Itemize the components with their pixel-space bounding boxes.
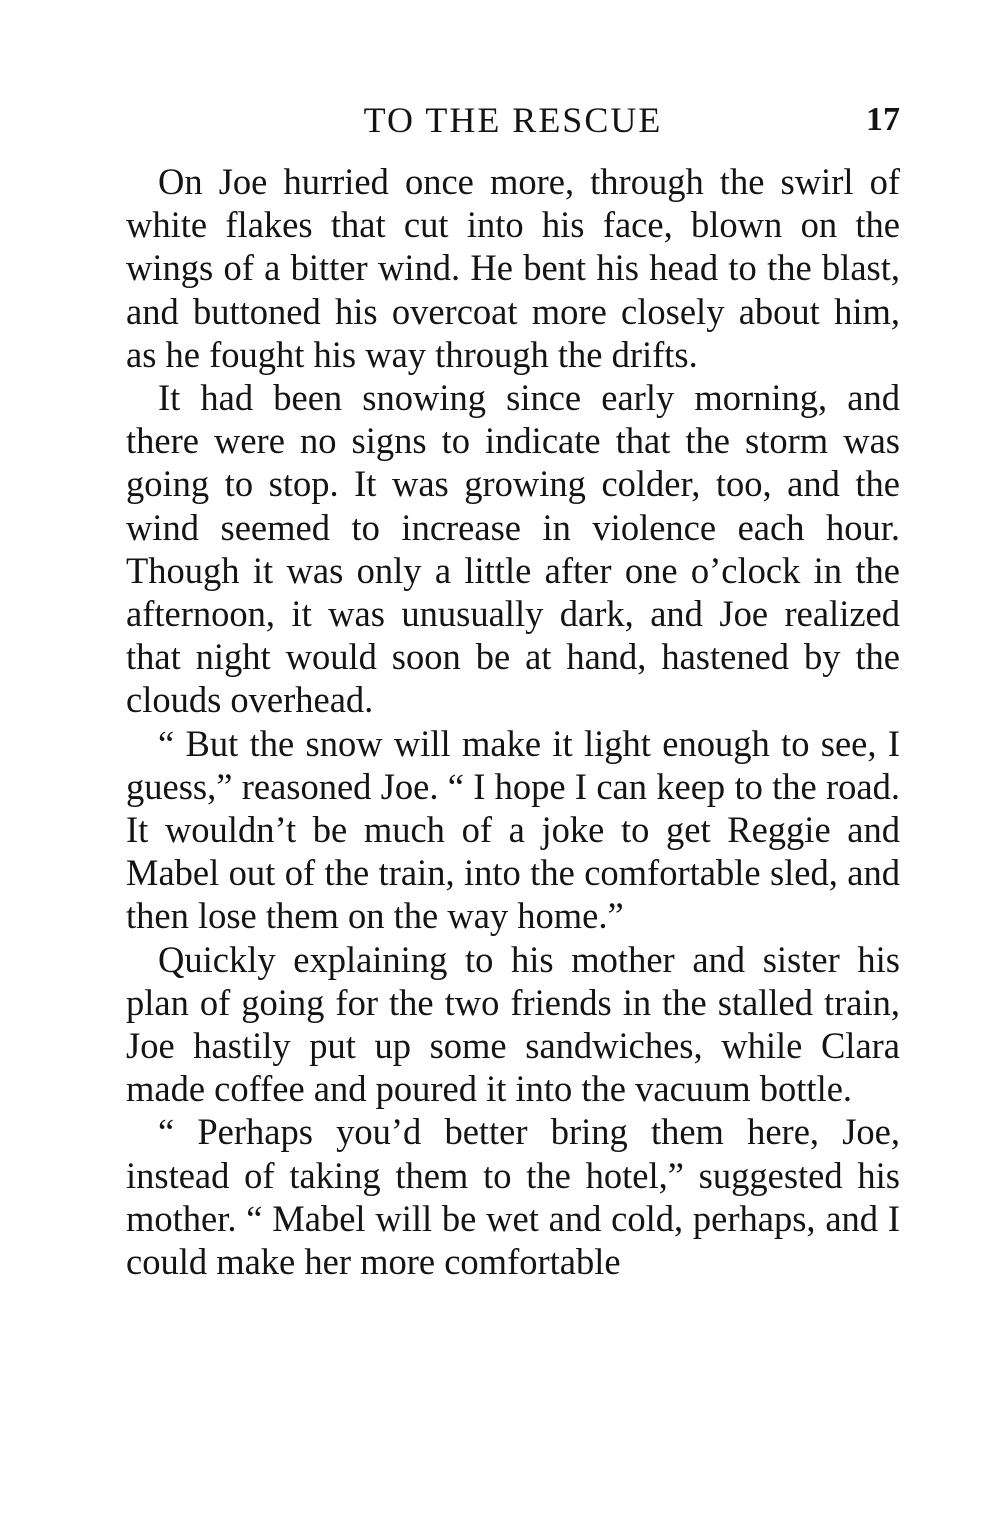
paragraph: “ Perhaps you’d better bring them here, Joe, instead of taking them to the hotel,” suggested his mother. “ Mabel will be wet and cold, perhaps, and I could make her more comfortable <box>126 1111 900 1283</box>
paragraph: It had been snowing since early morning, and there were no signs to indicate that the storm was going to stop. It was growing colder, too, and the wind seemed to increase in violence each hour. Though it was only a little after one o’clock in the afternoon, it was unusually dark, and Joe realized that night would soon be at hand, hastened by the clouds overhead. <box>126 377 900 721</box>
page-number: 17 <box>866 101 900 138</box>
paragraph: “ But the snow will make it light enough to see, I guess,” reasoned Joe. “ I hope I can keep to the road. It wouldn’t be much of a joke to get Reggie and Mabel out of the train, into the comfortable sled, and then lose them on the way home.” <box>126 722 900 937</box>
paragraph: Quickly explaining to his mother and sister his plan of going for the two friends in the stalled train, Joe hastily put up some sandwiches, while Clara made coffee and poured it into the vacuum bottle. <box>126 938 900 1110</box>
paragraph: On Joe hurried once more, through the swirl of white flakes that cut into his face, blown on the wings of a bitter wind. He bent his head to the blast, and buttoned his overcoat more closely about him, as he fought his way through the drifts. <box>126 161 900 375</box>
body-text <box>126 160 900 1283</box>
running-title: TO THE RESCUE <box>363 100 663 140</box>
running-head <box>126 96 900 144</box>
